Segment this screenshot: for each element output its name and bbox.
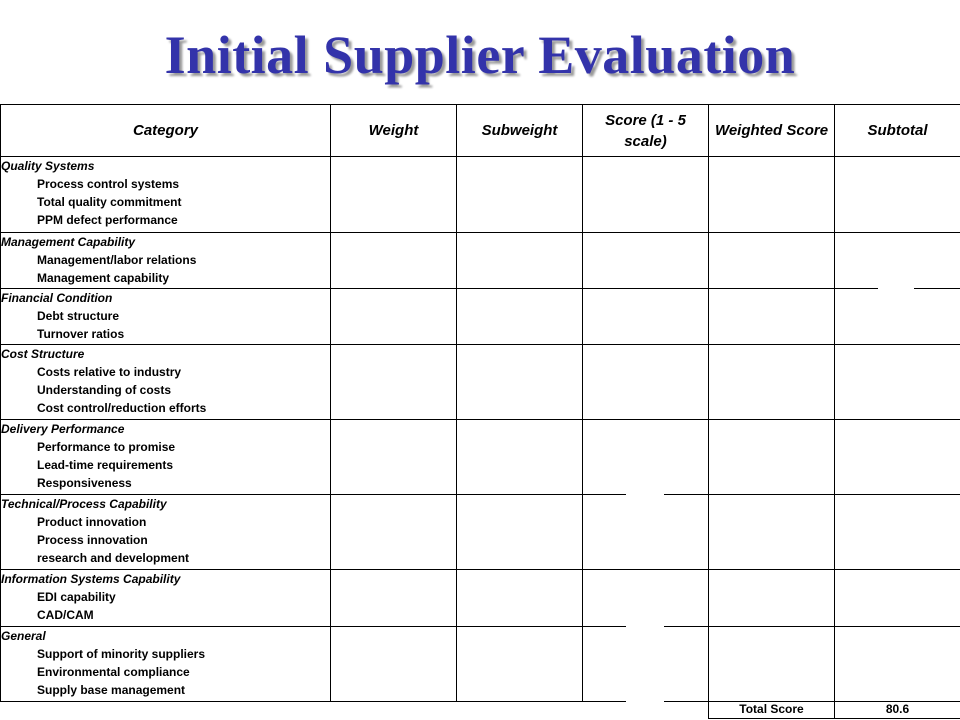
category-name: Management Capability (1, 235, 136, 249)
category-cell (1, 233, 331, 289)
sub-criterion: Cost control/reduction efforts (37, 401, 207, 415)
sub-criterion: Lead-time requirements (37, 458, 174, 472)
category-cell (1, 627, 331, 702)
supplier-evaluation-table (0, 104, 960, 719)
gridline-gap (626, 697, 664, 702)
sub-criterion: CAD/CAM (37, 608, 94, 622)
score-cell[interactable] (583, 233, 709, 289)
subweight-cell[interactable] (457, 233, 583, 289)
weight-cell[interactable] (331, 570, 457, 627)
subtotal-cell[interactable] (835, 233, 960, 289)
subtotal-cell[interactable] (835, 570, 960, 627)
sub-criterion: Performance to promise (37, 440, 176, 454)
header-weight: Weight (331, 105, 457, 157)
sub-criterion: Management capability (37, 271, 170, 285)
category-cell (1, 289, 331, 345)
page-title: Initial Supplier Evaluation (164, 25, 796, 85)
category-name: Delivery Performance (1, 422, 125, 436)
sub-criterion: research and development (37, 551, 190, 565)
category-cell (1, 570, 331, 627)
subweight-cell[interactable] (457, 627, 583, 702)
score-cell[interactable] (583, 345, 709, 420)
table-row (1, 570, 960, 627)
sub-criterion: Environmental compliance (37, 665, 190, 679)
subtotal-cell[interactable] (835, 289, 960, 345)
subtotal-cell[interactable] (835, 627, 960, 702)
table-row (1, 289, 960, 345)
table-row (1, 627, 960, 702)
sub-criterion: Supply base management (37, 683, 186, 697)
weighted-score-cell[interactable] (709, 289, 835, 345)
sub-criterion: Process innovation (37, 533, 148, 547)
category-cell (1, 345, 331, 420)
weighted-score-cell[interactable] (709, 157, 835, 233)
header-subweight: Subweight (457, 105, 583, 157)
weighted-score-cell[interactable] (709, 495, 835, 570)
score-cell[interactable] (583, 627, 709, 702)
subweight-cell[interactable] (457, 420, 583, 495)
header-category: Category (1, 105, 331, 157)
weight-cell[interactable] (331, 289, 457, 345)
subweight-cell[interactable] (457, 570, 583, 627)
total-row-spacer (1, 702, 709, 719)
header-row (1, 105, 960, 157)
subweight-cell[interactable] (457, 289, 583, 345)
total-score-label: Total Score (709, 702, 835, 719)
sub-criterion: Process control systems (37, 177, 180, 191)
gridline-gap (878, 285, 914, 289)
weight-cell[interactable] (331, 627, 457, 702)
weight-cell[interactable] (331, 345, 457, 420)
header-subtotal: Subtotal (835, 105, 960, 157)
total-row (1, 702, 960, 719)
category-cell (1, 495, 331, 570)
sub-criterion: Total quality commitment (37, 195, 182, 209)
weighted-score-cell[interactable] (709, 627, 835, 702)
table-row (1, 233, 960, 289)
sub-criterion: Management/labor relations (37, 253, 197, 267)
category-name: Information Systems Capability (1, 572, 181, 586)
subtotal-cell[interactable] (835, 495, 960, 570)
weight-cell[interactable] (331, 233, 457, 289)
category-cell (1, 420, 331, 495)
category-name: Cost Structure (1, 347, 85, 361)
subtotal-cell[interactable] (835, 157, 960, 233)
sub-criterion: Support of minority suppliers (37, 647, 206, 661)
weight-cell[interactable] (331, 157, 457, 233)
subtotal-cell[interactable] (835, 345, 960, 420)
subweight-cell[interactable] (457, 495, 583, 570)
category-cell (1, 157, 331, 233)
score-cell[interactable] (583, 495, 709, 570)
table-row (1, 157, 960, 233)
gridline-gap (626, 491, 664, 496)
weighted-score-cell[interactable] (709, 420, 835, 495)
header-weighted-score: Weighted Score (709, 105, 835, 157)
subtotal-cell[interactable] (835, 420, 960, 495)
table-row (1, 420, 960, 495)
sub-criterion: Responsiveness (37, 476, 132, 490)
weighted-score-cell[interactable] (709, 570, 835, 627)
category-name: General (1, 629, 46, 643)
score-cell[interactable] (583, 157, 709, 233)
weight-cell[interactable] (331, 420, 457, 495)
category-name: Financial Condition (1, 291, 113, 305)
sub-criterion: Costs relative to industry (37, 365, 182, 379)
total-score-value: 80.6 (835, 702, 960, 719)
sub-criterion: Product innovation (37, 515, 147, 529)
sub-criterion: Understanding of costs (37, 383, 172, 397)
weighted-score-cell[interactable] (709, 233, 835, 289)
score-cell[interactable] (583, 289, 709, 345)
category-name: Quality Systems (1, 159, 95, 173)
table-row (1, 495, 960, 570)
subweight-cell[interactable] (457, 157, 583, 233)
table-row (1, 345, 960, 420)
header-score: Score (1 - 5 scale) (583, 105, 709, 157)
weight-cell[interactable] (331, 495, 457, 570)
subweight-cell[interactable] (457, 345, 583, 420)
sub-criterion: Debt structure (37, 309, 120, 323)
sub-criterion: PPM defect performance (37, 213, 178, 227)
score-cell[interactable] (583, 570, 709, 627)
category-name: Technical/Process Capability (1, 497, 167, 511)
sub-criterion: EDI capability (37, 590, 116, 604)
score-cell[interactable] (583, 420, 709, 495)
sub-criterion: Turnover ratios (37, 327, 125, 341)
weighted-score-cell[interactable] (709, 345, 835, 420)
gridline-gap (626, 622, 664, 627)
